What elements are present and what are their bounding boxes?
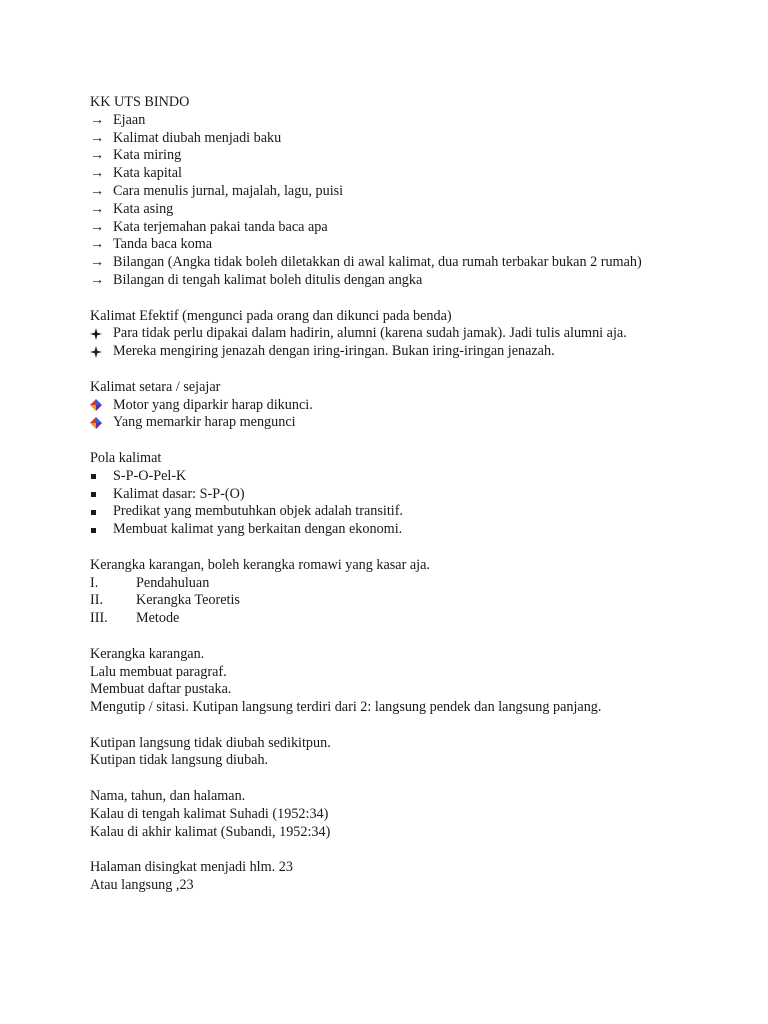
roman-numeral: III. bbox=[90, 610, 108, 627]
square-bullet-icon bbox=[91, 510, 96, 515]
text-line: Kutipan langsung tidak diubah sedikitpun. bbox=[90, 734, 331, 751]
arrow-icon: → bbox=[90, 182, 105, 199]
list-item: Mereka mengiring jenazah dengan iring-iringan. Bukan iring-iringan jenazah. bbox=[90, 343, 730, 361]
document-page bbox=[90, 94, 730, 895]
efektif-section bbox=[90, 308, 730, 361]
list-item: Para tidak perlu dipakai dalam hadirin, alumni (karena sudah jamak). Jadi tulis alumni aja. bbox=[90, 325, 730, 343]
arrow-icon: → bbox=[90, 111, 105, 128]
list-item: Yang memarkir harap mengunci bbox=[90, 414, 730, 432]
four-point-star-icon bbox=[90, 346, 113, 358]
square-bullet-icon bbox=[91, 528, 96, 533]
colored-diamond-bullet-icon bbox=[90, 417, 113, 429]
paragraph bbox=[90, 788, 730, 841]
arrow-list-item: → Kata miring bbox=[90, 147, 182, 164]
text-line: Membuat daftar pustaka. bbox=[90, 681, 232, 698]
document-title: KK UTS BINDO bbox=[90, 94, 190, 110]
colored-diamond-bullet-icon bbox=[90, 399, 113, 411]
arrow-list-item: → Kalimat diubah menjadi baku bbox=[90, 129, 282, 146]
numbered-item: III. Metode bbox=[90, 610, 180, 627]
arrow-icon: → bbox=[90, 271, 105, 288]
kerangka-section bbox=[90, 557, 730, 628]
arrow-icon: → bbox=[90, 165, 105, 182]
four-point-star-icon bbox=[90, 328, 113, 340]
square-bullet-icon bbox=[91, 474, 96, 479]
spacer bbox=[90, 432, 730, 450]
arrow-list-item: → Bilangan di tengah kalimat boleh ditulis dengan angka bbox=[90, 271, 423, 288]
spacer bbox=[90, 290, 730, 308]
arrow-icon: → bbox=[90, 218, 105, 235]
roman-numeral: I. bbox=[90, 574, 99, 591]
spacer bbox=[90, 841, 730, 859]
text-line: Nama, tahun, dan halaman. bbox=[90, 788, 246, 805]
spacer bbox=[90, 770, 730, 788]
text-line: Lalu membuat paragraf. bbox=[90, 663, 227, 680]
arrow-icon: → bbox=[90, 200, 105, 217]
list-item: Membuat kalimat yang berkaitan dengan ekonomi. bbox=[90, 521, 730, 539]
list-item: Kalimat dasar: S-P-(O) bbox=[90, 486, 730, 504]
arrow-icon: → bbox=[90, 129, 105, 146]
roman-numeral: II. bbox=[90, 592, 103, 609]
arrow-list-item: → Ejaan bbox=[90, 111, 146, 128]
numbered-item: I. Pendahuluan bbox=[90, 574, 210, 591]
square-bullet-icon bbox=[91, 492, 96, 497]
text-line: Atau langsung ,23 bbox=[90, 877, 194, 894]
text-line: Halaman disingkat menjadi hlm. 23 bbox=[90, 859, 293, 876]
arrow-list bbox=[90, 112, 730, 290]
spacer bbox=[90, 361, 730, 379]
text-line: Kalau di akhir kalimat (Subandi, 1952:34) bbox=[90, 823, 331, 840]
setara-section bbox=[90, 379, 730, 432]
text-line: Kalau di tengah kalimat Suhadi (1952:34) bbox=[90, 805, 329, 822]
arrow-icon: → bbox=[90, 147, 105, 164]
arrow-list-item: → Kata terjemahan pakai tanda baca apa bbox=[90, 218, 328, 235]
arrow-list-item: → Kata asing bbox=[90, 200, 174, 217]
spacer bbox=[90, 628, 730, 646]
arrow-list-item: → Tanda baca koma bbox=[90, 236, 213, 253]
text-line: Mengutip / sitasi. Kutipan langsung terdiri dari 2: langsung pendek dan langsung panjang. bbox=[90, 699, 602, 716]
paragraph bbox=[90, 859, 730, 895]
section-heading: Kerangka karangan, boleh kerangka romawi yang kasar aja. bbox=[90, 556, 430, 573]
pola-section bbox=[90, 450, 730, 539]
list-item: Motor yang diparkir harap dikunci. bbox=[90, 397, 730, 415]
arrow-list-item: → Bilangan (Angka tidak boleh diletakkan di awal kalimat, dua rumah terbakar bukan 2 rumah) bbox=[90, 254, 642, 271]
arrow-list-item: → Kata kapital bbox=[90, 165, 182, 182]
section-heading: Pola kalimat bbox=[90, 449, 162, 466]
arrow-icon: → bbox=[90, 236, 105, 253]
section-heading: Kalimat setara / sejajar bbox=[90, 378, 221, 395]
list-item: Predikat yang membutuhkan objek adalah transitif. bbox=[90, 503, 730, 521]
paragraph bbox=[90, 646, 730, 717]
spacer bbox=[90, 717, 730, 735]
section-heading: Kalimat Efektif (mengunci pada orang dan dikunci pada benda) bbox=[90, 307, 452, 324]
text-line: Kutipan tidak langsung diubah. bbox=[90, 752, 269, 769]
spacer bbox=[90, 539, 730, 557]
arrow-list-item: → Cara menulis jurnal, majalah, lagu, puisi bbox=[90, 182, 344, 199]
arrow-icon: → bbox=[90, 254, 105, 271]
paragraph bbox=[90, 735, 730, 771]
numbered-item: II. Kerangka Teoretis bbox=[90, 592, 240, 609]
list-item: S-P-O-Pel-K bbox=[90, 468, 730, 486]
text-line: Kerangka karangan. bbox=[90, 645, 205, 662]
